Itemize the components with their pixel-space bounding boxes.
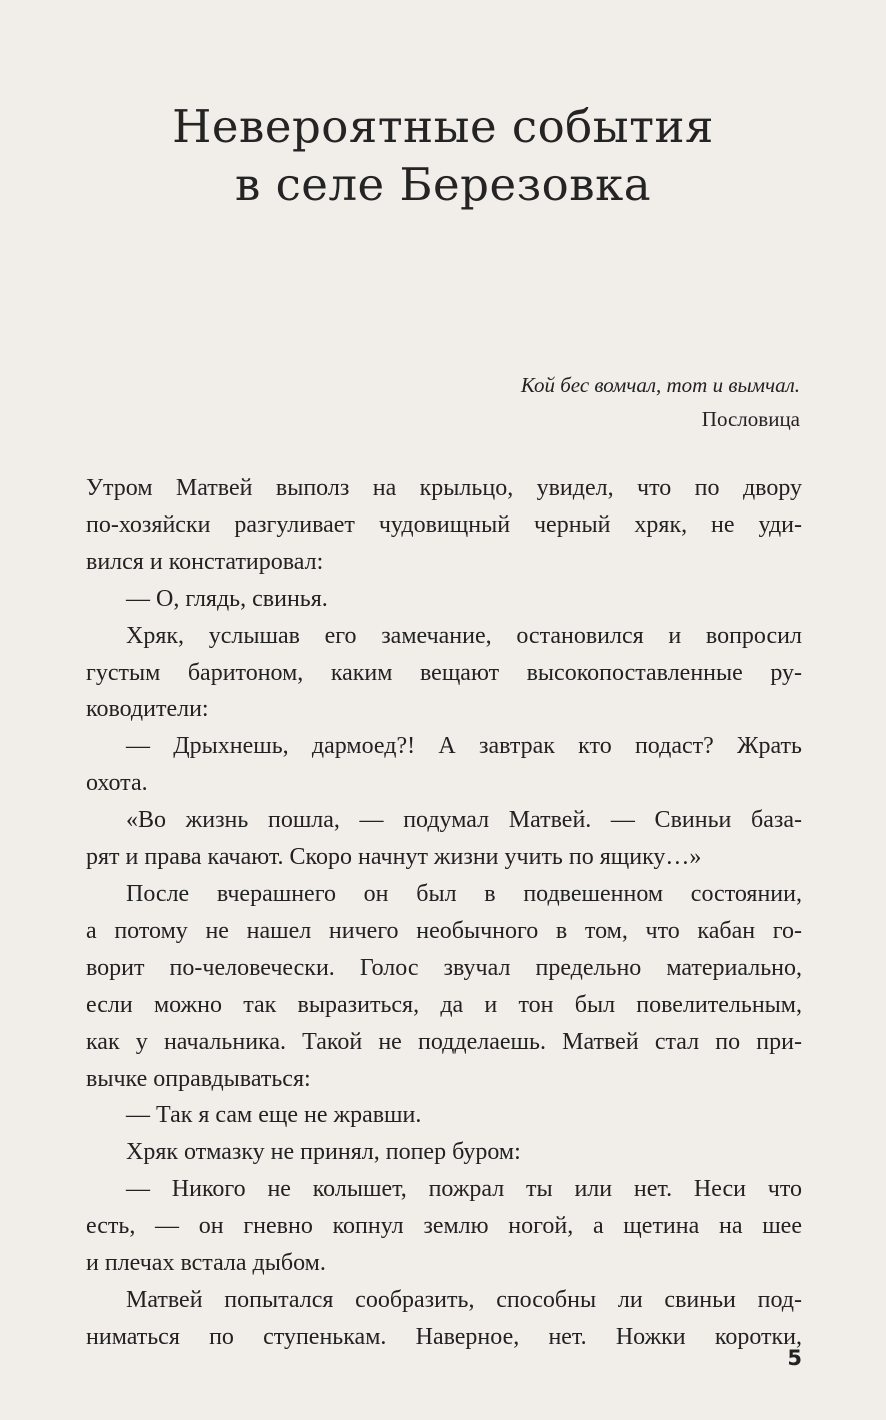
text-line: есть, — он гневно копнул землю ногой, а щетина на шее — [86, 1213, 802, 1240]
text-line: Хряк, услышав его замечание, остановился и вопросил — [126, 622, 802, 649]
text-line: если можно так выразиться, да и тон был повелительным, — [86, 991, 802, 1018]
text-line: охота. — [86, 770, 148, 797]
chapter-title-line-2: в селе Березовка — [234, 158, 652, 211]
text-line: ниматься по ступенькам. Наверное, нет. Ножки коротки, — [86, 1323, 802, 1350]
text-line: ворит по-человечески. Голос звучал предельно материально, — [86, 954, 802, 981]
chapter-title-line-1: Невероятные события — [172, 100, 714, 153]
text-line: — Дрыхнешь, дармоед?! А завтрак кто подаст? Жрать — [126, 733, 802, 760]
text-line: и плечах встала дыбом. — [86, 1250, 326, 1277]
text-line: — Никого не колышет, пожрал ты или нет. Неси что — [126, 1176, 802, 1203]
page-number: 5 — [787, 1346, 802, 1370]
body-text — [86, 470, 802, 1356]
text-line: вился и констатировал: — [86, 548, 324, 575]
text-line: ководители: — [86, 696, 209, 723]
text-line: Матвей попытался сообразить, способны ли свиньи под- — [126, 1286, 802, 1313]
text-line: Утром Матвей выполз на крыльцо, увидел, что по двору — [86, 475, 802, 501]
text-line: После вчерашнего он был в подвешенном состоянии, — [126, 880, 802, 907]
text-line: рят и права качают. Скоро начнут жизни учить по ящику…» — [86, 844, 702, 871]
epigraph — [521, 368, 800, 436]
text-line: Хряк отмазку не принял, попер буром: — [126, 1139, 521, 1166]
text-line: вычке оправдываться: — [86, 1065, 311, 1092]
chapter-title — [0, 98, 886, 214]
text-line: — О, глядь, свинья. — [126, 585, 328, 612]
text-line: как у начальника. Такой не подделаешь. Матвей стал по при- — [86, 1028, 802, 1055]
text-line: по-хозяйски разгуливает чудовищный черный хряк, не уди- — [86, 511, 802, 538]
text-line: густым баритоном, каким вещают высокопоставленные ру- — [86, 659, 802, 686]
epigraph-source: Пословица — [701, 407, 800, 431]
text-line: а потому не нашел ничего необычного в том, что кабан го- — [86, 917, 802, 944]
text-line: «Во жизнь пошла, — подумал Матвей. — Свиньи база- — [126, 807, 802, 834]
epigraph-quote: Кой бес вомчал, тот и вымчал. — [520, 373, 800, 397]
text-line: — Так я сам еще не жравши. — [126, 1102, 422, 1129]
